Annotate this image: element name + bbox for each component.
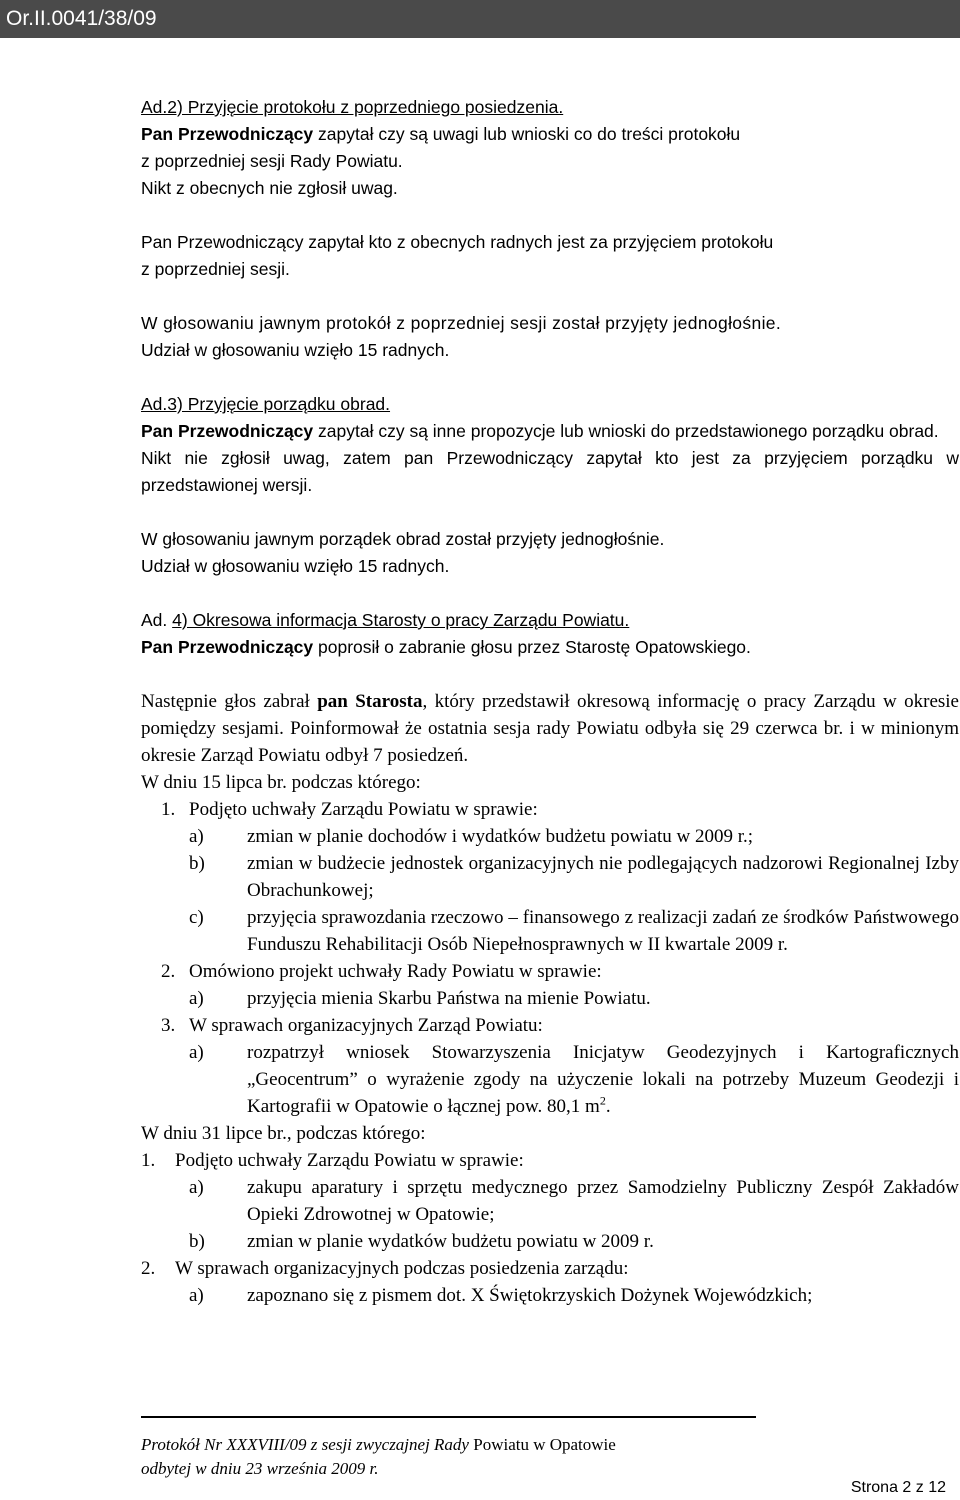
speaker-name: Pan Przewodniczący xyxy=(141,421,314,441)
footer-line-2: odbytej w dniu 23 września 2009 r. xyxy=(141,1459,379,1478)
sub-list-text-main: przyjęcia mienia Skarbu Państwa na mienie Powiatu. xyxy=(247,988,651,1009)
list-item xyxy=(161,1012,959,1039)
document-code: Or.II.0041/38/09 xyxy=(6,7,157,30)
page-number: Strona 2 z 12 xyxy=(850,1479,946,1496)
starosta-name: pan Starosta xyxy=(317,691,423,712)
sub-list-text xyxy=(247,904,959,958)
sub-list-text xyxy=(247,1228,959,1255)
speaker-name: Pan Przewodniczący xyxy=(141,637,314,657)
sub-list-label: b) xyxy=(189,853,205,874)
list-item xyxy=(141,1255,959,1282)
section-4-p1 xyxy=(141,634,959,661)
sub-list-text xyxy=(247,823,959,850)
sub-list-text-main: zmian w budżecie jednostek organizacyjnych nie podlegających nadzorowi Regionalnej Izby Obrachunkowej; xyxy=(247,853,959,901)
section-3-p3: W głosowaniu jawnym porządek obrad został przyjęty jednogłośnie. xyxy=(141,529,665,549)
sub-list-text xyxy=(247,1282,959,1309)
meeting-1-list xyxy=(141,796,959,1120)
list-number: 1. xyxy=(141,1150,156,1171)
sub-list-item xyxy=(189,1174,959,1228)
section-2-p4: W głosowaniu jawnym protokół z poprzedniej sesji został przyjęty jednogłośnie. xyxy=(141,313,782,333)
list-text: Podjęto uchwały Zarządu Powiatu w sprawie: xyxy=(175,1150,524,1171)
sub-list-item xyxy=(189,1039,959,1120)
section-3-p1-text: zapytał czy są inne propozycje lub wnioski do przedstawionego porządku obrad. xyxy=(313,421,939,441)
section-2-title: Ad.2) Przyjęcie protokołu z poprzedniego posiedzenia. xyxy=(141,97,564,117)
list-number: 2. xyxy=(161,961,176,982)
meeting-1-heading: W dniu 15 lipca br. podczas którego: xyxy=(141,772,421,793)
list-item xyxy=(161,958,959,985)
sub-list-text xyxy=(247,985,959,1012)
sub-list-text xyxy=(247,850,959,904)
section-2-p1-text: zapytał czy są uwagi lub wnioski co do treści protokołu xyxy=(313,124,741,144)
section-2-p3-line2: z poprzedniej sesji. xyxy=(141,259,290,279)
section-4-prefix: Ad. xyxy=(141,610,173,630)
section-3-title: Ad.3) Przyjęcie porządku obrad. xyxy=(141,394,391,414)
meeting-2-list xyxy=(141,1147,959,1309)
speaker-name: Pan Przewodniczący xyxy=(141,124,314,144)
sub-list-item xyxy=(189,850,959,904)
sub-list-text-after: . xyxy=(605,1096,611,1117)
section-2-p1-line2: z poprzedniej sesji Rady Powiatu. xyxy=(141,151,403,171)
section-3-p4: Udział w głosowaniu wzięło 15 radnych. xyxy=(141,556,450,576)
section-2-p3-line1: Pan Przewodniczący zapytał kto z obecnych radnych jest za przyjęciem protokołu xyxy=(141,232,774,252)
sub-list-text xyxy=(247,1039,959,1120)
section-4-p2-start: Następnie głos zabrał xyxy=(141,691,318,712)
list-number: 2. xyxy=(141,1258,156,1279)
sub-list-label: a) xyxy=(189,1042,204,1063)
sub-list-label: b) xyxy=(189,1231,205,1252)
section-2-p1 xyxy=(141,121,959,148)
sub-list-item xyxy=(189,823,959,850)
meeting-2-heading: W dniu 31 lipce br., podczas którego: xyxy=(141,1123,426,1144)
list-item xyxy=(141,1147,959,1174)
list-item xyxy=(161,796,959,823)
sub-list-item xyxy=(189,904,959,958)
section-3-p2: Nikt nie zgłosił uwag, zatem pan Przewodniczący zapytał kto jest za przyjęciem porządku w przedstawionej wersji. xyxy=(141,448,959,495)
sub-list-item xyxy=(189,1228,959,1255)
list-text: W sprawach organizacyjnych Zarząd Powiatu: xyxy=(189,1015,543,1036)
list-number: 3. xyxy=(161,1015,176,1036)
list-text: Podjęto uchwały Zarządu Powiatu w sprawie: xyxy=(189,799,538,820)
section-4-p1-text: poprosił o zabranie głosu przez Starostę Opatowskiego. xyxy=(313,637,751,657)
footer-line-1-italic: Protokół Nr XXXVIII/09 z sesji zwyczajnej Rady xyxy=(141,1435,474,1454)
footer xyxy=(141,1433,616,1481)
footer-divider xyxy=(141,1416,756,1418)
section-3-p1 xyxy=(141,418,959,445)
document-body xyxy=(141,94,959,1309)
sub-list-item xyxy=(189,1282,959,1309)
superscript: 2 xyxy=(599,1093,606,1108)
sub-list-text-main: zmian w planie dochodów i wydatków budżetu powiatu w 2009 r.; xyxy=(247,826,754,847)
sub-list-text-main: zmian w planie wydatków budżetu powiatu w 2009 r. xyxy=(247,1231,654,1252)
sub-list-text-main: zapoznano się z pismem dot. X Świętokrzyskich Dożynek Wojewódzkich; xyxy=(247,1285,813,1306)
sub-list-label: a) xyxy=(189,988,204,1009)
section-2-p5: Udział w głosowaniu wzięło 15 radnych. xyxy=(141,340,450,360)
section-2-p2: Nikt z obecnych nie zgłosił uwag. xyxy=(141,178,398,198)
sub-list-text-main: rozpatrzył wniosek Stowarzyszenia Inicjatyw Geodezyjnych i Kartograficznych „Geocentrum” o wyrażenie zgody na użyczenie lokali na potrzeby Muzeum Geodezji i Kartografii w Opatowie o łącznej pow. 80,1 m xyxy=(247,1042,959,1117)
list-text: Omówiono projekt uchwały Rady Powiatu w sprawie: xyxy=(189,961,602,982)
list-number: 1. xyxy=(161,799,176,820)
sub-list-item xyxy=(189,985,959,1012)
sub-list-text-main: przyjęcia sprawozdania rzeczowo – finansowego z realizacji zadań ze środków Państwowego Funduszu Rehabilitacji Osób Niepełnosprawnych w II kwartale 2009 r. xyxy=(247,907,959,955)
section-4-p2-rest: , który przedstawił okresową informację o pracy Zarządu w okresie pomiędzy sesjami. Poinformował że ostatnia sesja rady Powiatu odbyła się 29 czerwca br. i w minionym okresie Zarząd Powiatu odbył 7 posiedzeń. xyxy=(141,691,959,766)
section-4-title-text: 4) Okresowa informacja Starosty o pracy Zarządu Powiatu. xyxy=(172,610,630,630)
section-4-p2 xyxy=(141,688,959,769)
sub-list-label: c) xyxy=(189,907,204,928)
section-4-title xyxy=(141,607,959,634)
sub-list-label: a) xyxy=(189,1285,204,1306)
sub-list-label: a) xyxy=(189,826,204,847)
list-text: W sprawach organizacyjnych podczas posiedzenia zarządu: xyxy=(175,1258,629,1279)
document-header-bar xyxy=(0,0,960,38)
sub-list-label: a) xyxy=(189,1177,204,1198)
footer-line-1 xyxy=(141,1433,616,1457)
footer-line-1-normal: Powiatu w Opatowie xyxy=(473,1435,616,1454)
sub-list-text xyxy=(247,1174,959,1228)
sub-list-text-main: zakupu aparatury i sprzętu medycznego przez Samodzielny Publiczny Zespół Zakładów Opieki Zdrowotnej w Opatowie; xyxy=(247,1177,959,1225)
